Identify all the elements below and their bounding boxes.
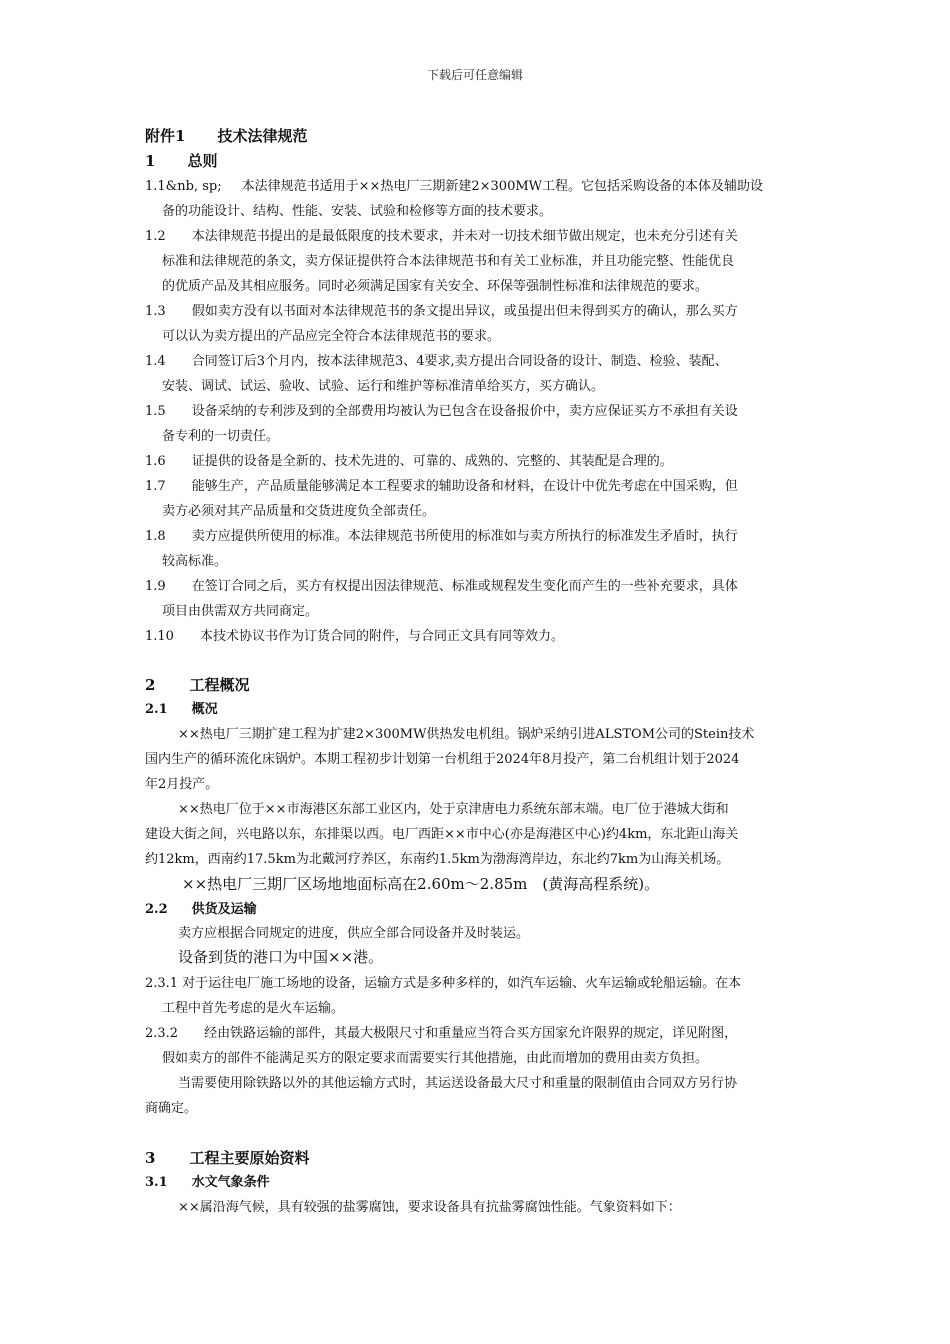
clause-2-3-2 <box>145 1025 737 1043</box>
clause-number: 2.3.2 <box>145 1026 179 1041</box>
clause-1-2-cont: 标准和法律规范的条文，卖方保证提供符合本法律规范书和有关工业标准，并且功能完整、性能优良 <box>162 254 735 269</box>
clause-1-4 <box>145 353 728 371</box>
clause-1-9 <box>145 578 738 596</box>
clause-number: 1.10 <box>145 629 174 644</box>
section-number: 3 <box>145 1149 156 1167</box>
subsection-number: 3.1 <box>145 1175 168 1190</box>
clause-1-3 <box>145 303 738 321</box>
clause-text: 证提供的设备是全新的、技术先进的、可靠的、成熟的、完整的、其装配是合理的。 <box>191 454 673 469</box>
clause-1-5-cont: 备专利的一切责任。 <box>162 429 280 444</box>
paragraph-line: 设备到货的港口为中国××港。 <box>178 948 384 966</box>
clause-text: 本法律规范书提出的是最低限度的技术要求，并未对一切技术细节做出规定，也未充分引述有关 <box>191 229 738 244</box>
clause-1-6 <box>145 453 673 471</box>
paragraph-line: 卖方应根据合同规定的进度，供应全部合同设备并及时装运。 <box>178 926 530 941</box>
section-number: 1 <box>145 152 156 170</box>
clause-2-3-1-cont: 工程中首先考虑的是火车运输。 <box>162 1001 345 1016</box>
clause-1-2-cont: 的优质产品及其相应服务。同时必须满足国家有关安全、环保等强制性标准和法律规范的要求。 <box>162 279 709 294</box>
clause-text: 对于运往电厂施工场地的设备，运输方式是多种多样的，如汽车运输、火车运输或轮船运输。在本 <box>182 976 742 991</box>
section-number: 2 <box>145 676 156 694</box>
clause-text: 在签订合同之后，买方有权提出因法律规范、标准或规程发生变化而产生的一些补充要求，具体 <box>191 579 738 594</box>
clause-number: 1.3 <box>145 304 166 319</box>
clause-text: 经由铁路运输的部件，其最大极限尺寸和重量应当符合买方国家允许限界的规定，详见附图， <box>204 1026 738 1041</box>
paragraph-line: 商确定。 <box>145 1101 198 1116</box>
clause-1-7 <box>145 478 738 496</box>
section-title: 工程主要原始资料 <box>189 1149 310 1167</box>
clause-text: 能够生产，产品质量能够满足本工程要求的辅助设备和材料，在设计中优先考虑在中国采购，但 <box>191 479 738 494</box>
section-title: 工程概况 <box>189 676 250 694</box>
section-3-heading <box>145 1149 309 1167</box>
clause-text: 本技术协议书作为订货合同的附件，与合同正文具有同等效力。 <box>199 629 564 644</box>
subsection-2-1-heading <box>145 701 218 719</box>
clause-text: 假如卖方没有以书面对本法律规范书的条文提出异议，或虽提出但未得到买方的确认，那么买方 <box>191 304 738 319</box>
clause-1-7-cont: 卖方必须对其产品质量和交货进度负全部责任。 <box>162 504 436 519</box>
clause-1-1-cont: 备的功能设计、结构、性能、安装、试验和检修等方面的技术要求。 <box>162 204 553 219</box>
clause-1-3-cont: 可以认为卖方提出的产品应完全符合本法律规范书的要求。 <box>162 329 501 344</box>
attachment-title-text: 技术法律规范 <box>217 127 308 145</box>
clause-1-10 <box>145 628 564 646</box>
clause-number: 1.7 <box>145 479 166 494</box>
paragraph-line: 约12km，西南约17.5km为北戴河疗养区，东南约1.5km为渤海湾岸边，东北约7km为山海关机场。 <box>145 852 730 867</box>
clause-2-3-2-cont: 假如卖方的部件不能满足买方的限定要求而需要实行其他措施，由此而增加的费用由卖方负担。 <box>162 1051 709 1066</box>
clause-number: 1.6 <box>145 454 166 469</box>
paragraph-line: 年2月投产。 <box>145 777 219 792</box>
clause-2-3-1 <box>145 975 741 993</box>
paragraph-line: 国内生产的循环流化床锅炉。本期工程初步计划第一台机组于2024年8月投产，第二台机组计划于2024 <box>145 752 740 767</box>
subsection-number: 2.2 <box>145 902 168 917</box>
section-1-heading <box>145 152 217 170</box>
clause-text: 本法律规范书适用于××热电厂三期新建2×300MW工程。它包括采购设备的本体及辅助设 <box>241 179 764 194</box>
subsection-number: 2.1 <box>145 702 168 717</box>
subsection-title: 供货及运输 <box>191 902 257 917</box>
subsection-title: 水文气象条件 <box>191 1175 270 1190</box>
subsection-title: 概况 <box>191 702 218 717</box>
clause-number: 1.4 <box>145 354 166 369</box>
clause-text: 设备采纳的专利涉及到的全部费用均被认为已包含在设备报价中，卖方应保证买方不承担有关设 <box>191 404 738 419</box>
clause-1-2 <box>145 228 738 246</box>
paragraph-line: 建设大街之间，兴电路以东，东排渠以西。电厂西距××市中心(亦是海港区中心)约4km，东北距山海关 <box>145 827 739 842</box>
clause-text: 合同签订后3个月内，按本法律规范3、4要求,卖方提出合同设备的设计、制造、检验、装配、 <box>191 354 728 369</box>
attachment-title <box>145 127 307 145</box>
subsection-3-1-heading <box>145 1174 270 1192</box>
clause-text: 卖方应提供所使用的标准。本法律规范书所使用的标准如与卖方所执行的标准发生矛盾时，执行 <box>191 529 738 544</box>
clause-number: 2.3.1 <box>145 976 179 991</box>
header-note: 下载后可任意编辑 <box>426 68 523 82</box>
clause-1-5 <box>145 403 738 421</box>
clause-number: 1.2 <box>145 229 166 244</box>
attachment-number: 附件1 <box>145 127 186 145</box>
clause-1-9-cont: 项目由供需双方共同商定。 <box>162 604 319 619</box>
clause-number: 1.9 <box>145 579 166 594</box>
paragraph-line: ××属沿海气候，具有较强的盐雾腐蚀，要求设备具有抗盐雾腐蚀性能。气象资料如下： <box>178 1200 681 1215</box>
section-title: 总则 <box>187 152 218 170</box>
section-2-heading <box>145 676 249 694</box>
paragraph-line: ××热电厂位于××市海港区东部工业区内，处于京津唐电力系统东部末端。电厂位于港城大街和 <box>178 802 729 817</box>
clause-1-1 <box>145 178 763 196</box>
clause-1-4-cont: 安装、调试、试运、验收、试验、运行和维护等标准清单给买方，买方确认。 <box>162 379 605 394</box>
clause-number: 1.1&nb, sp; <box>145 179 222 194</box>
elevation-paragraph: ××热电厂三期厂区场地地面标高在2.60m～2.85m (黄海高程系统)。 <box>182 875 660 893</box>
paragraph-line: ××热电厂三期扩建工程为扩建2×300MW供热发电机组。锅炉采纳引进ALSTOM公司的Stein技术 <box>178 727 755 742</box>
clause-number: 1.8 <box>145 529 166 544</box>
clause-number: 1.5 <box>145 404 166 419</box>
clause-1-8 <box>145 528 738 546</box>
paragraph-line: 当需要使用除铁路以外的其他运输方式时，其运送设备最大尺寸和重量的限制值由合同双方另行协 <box>178 1076 738 1091</box>
clause-1-8-cont: 较高标准。 <box>162 554 228 569</box>
subsection-2-2-heading <box>145 901 257 919</box>
